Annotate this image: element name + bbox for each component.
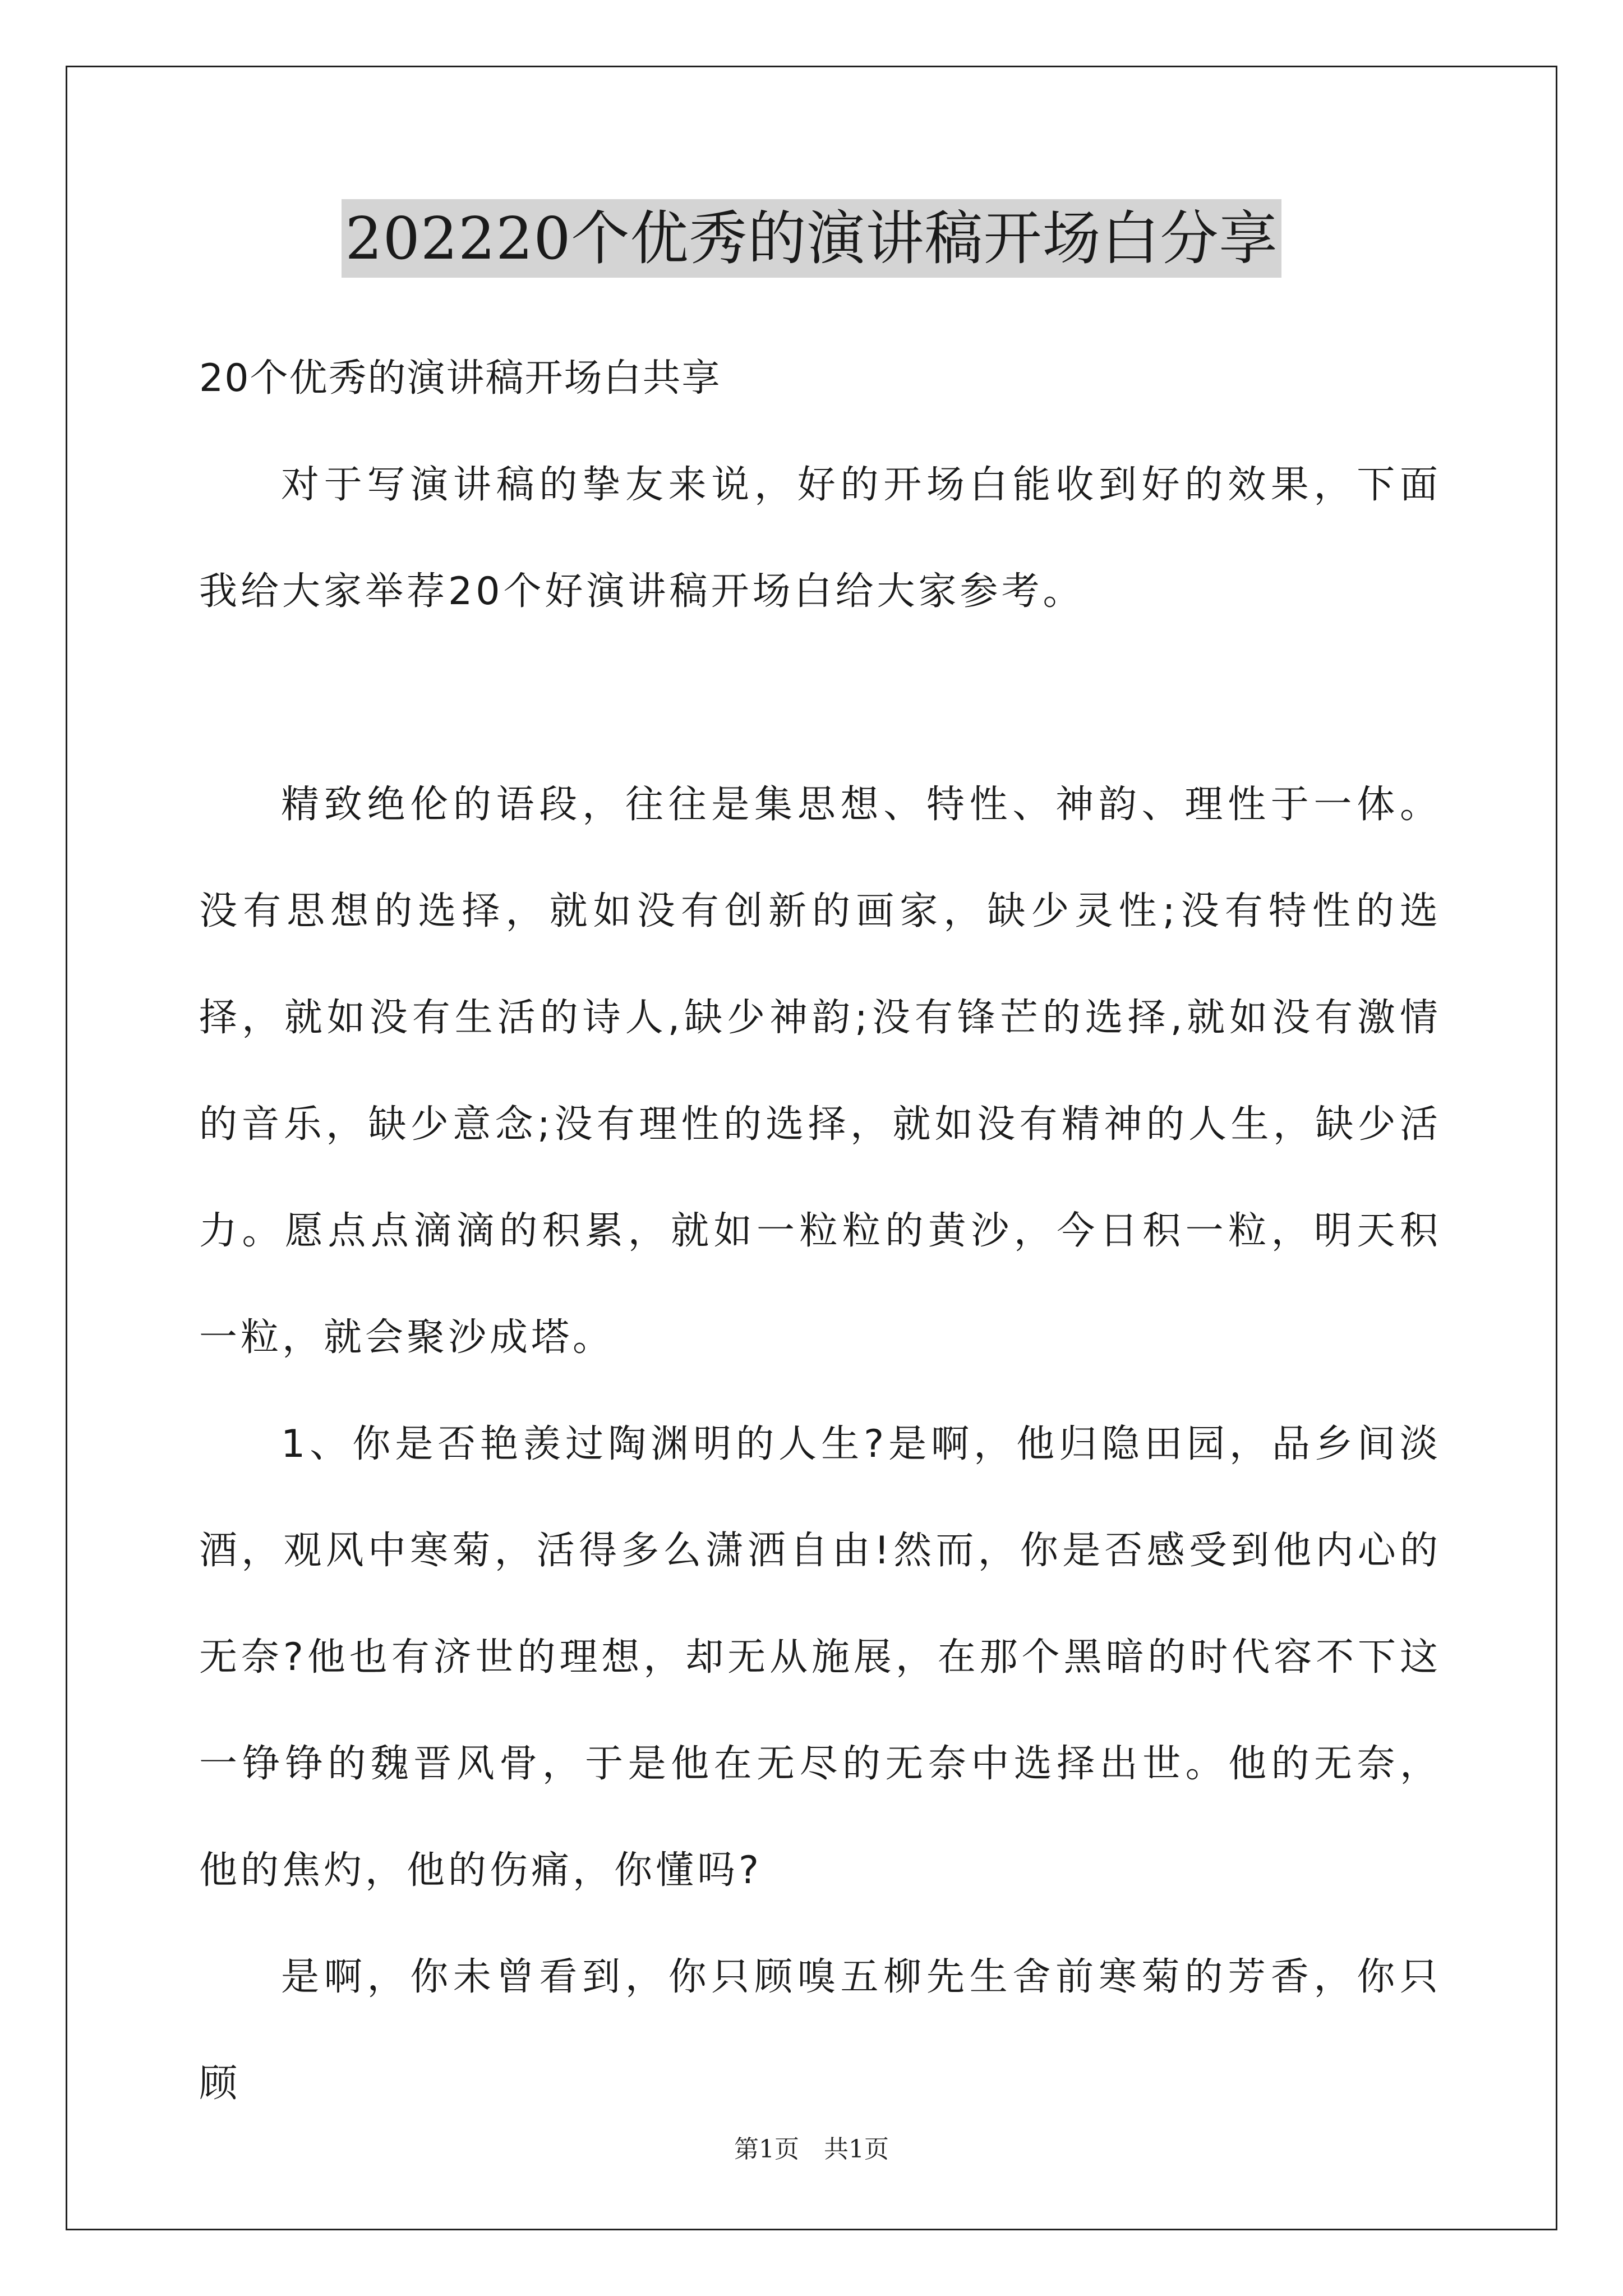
title-wrap xyxy=(0,199,1623,278)
paragraph-1: 精致绝伦的语段，往往是集思想、特性、神韵、理性于一体。没有思想的选择，就如没有创新的画家，缺少灵性;没有特性的选择，就如没有生活的诗人,缺少神韵;没有锋芒的选择,就如没有激情的音乐，缺少意念;没有理性的选择，就如没有精神的人生，缺少活力。愿点点滴滴的积累，就如一粒粒的黄沙，今日积一粒，明天积一粒，就会聚沙成塔。 xyxy=(199,783,1441,1360)
page-number: 第1页 共1页 xyxy=(734,2135,889,2164)
blank-line xyxy=(199,645,1441,752)
paragraph-3: 是啊，你未曾看到，你只顾嗅五柳先生舍前寒菊的芳香，你只顾 xyxy=(199,1955,1441,2106)
document-body xyxy=(199,325,1441,2137)
page-footer xyxy=(0,2129,1623,2165)
document-subtitle: 20个优秀的演讲稿开场白共享 xyxy=(199,356,721,401)
paragraph-2: 1、你是否艳羡过陶渊明的人生?是啊，他归隐田园，品乡间淡酒，观风中寒菊，活得多么潇洒自由!然而，你是否感受到他内心的无奈?他也有济世的理想，却无从施展，在那个黑暗的时代容不下这一铮铮的魏晋风骨，于是他在无尽的无奈中选择出世。他的无奈，他的焦灼，他的伤痛，你懂吗? xyxy=(199,1422,1441,1893)
paragraph-intro: 对于写演讲稿的挚友来说，好的开场白能收到好的效果，下面我给大家举荐20个好演讲稿开场白给大家参考。 xyxy=(199,463,1441,614)
document-title: 202220个优秀的演讲稿开场白分享 xyxy=(342,199,1281,278)
